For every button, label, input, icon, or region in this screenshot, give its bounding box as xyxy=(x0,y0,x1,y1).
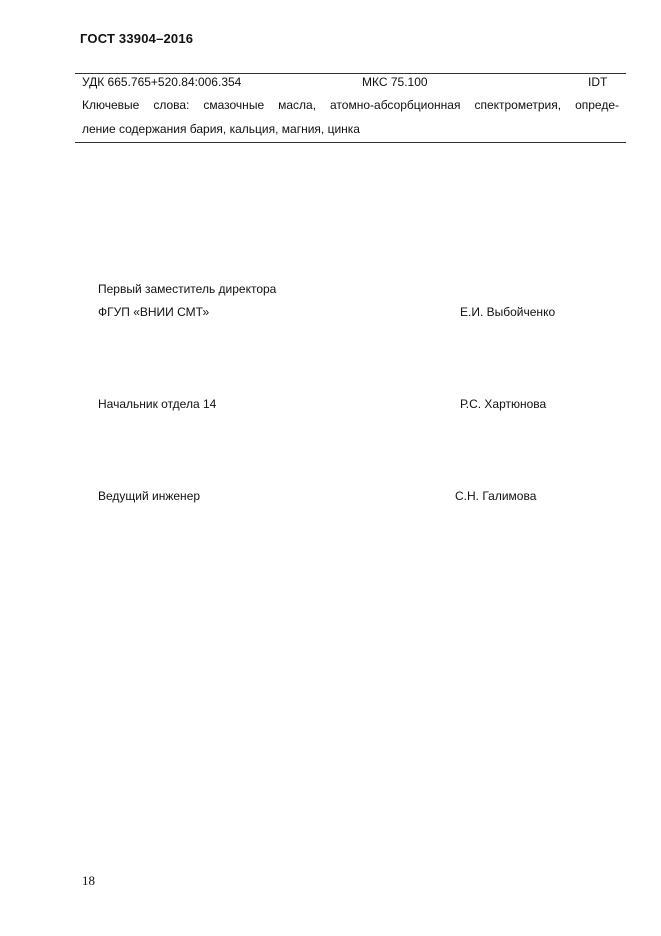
signature-1-position: Первый заместитель директора xyxy=(98,282,277,296)
bottom-divider xyxy=(75,142,626,143)
signature-3-position: Ведущий инженер xyxy=(98,489,201,503)
page-number: 18 xyxy=(82,873,95,888)
signature-1-name: Е.И. Выбойченко xyxy=(460,305,556,319)
udk-code: УДК 665.765+520.84:006.354 xyxy=(82,75,242,89)
signature-3-name: С.Н. Галимова xyxy=(455,489,537,503)
keywords-block xyxy=(82,93,619,141)
signature-1-organization: ФГУП «ВНИИ СМТ» xyxy=(98,305,210,319)
signature-2-name: Р.С. Хартюнова xyxy=(460,397,547,411)
mks-code: МКС 75.100 xyxy=(362,75,428,89)
keywords-line-1: Ключевые слова: смазочные масла, атомно-абсорбционная спектрометрия, опреде- xyxy=(82,98,619,112)
equivalence-code: IDT xyxy=(588,75,608,89)
keywords-line-2: ление содержания бария, кальция, магния, цинка xyxy=(82,122,360,136)
document-header: ГОСТ 33904–2016 xyxy=(80,31,194,46)
signature-2-position: Начальник отдела 14 xyxy=(98,397,217,411)
top-divider xyxy=(75,73,626,74)
